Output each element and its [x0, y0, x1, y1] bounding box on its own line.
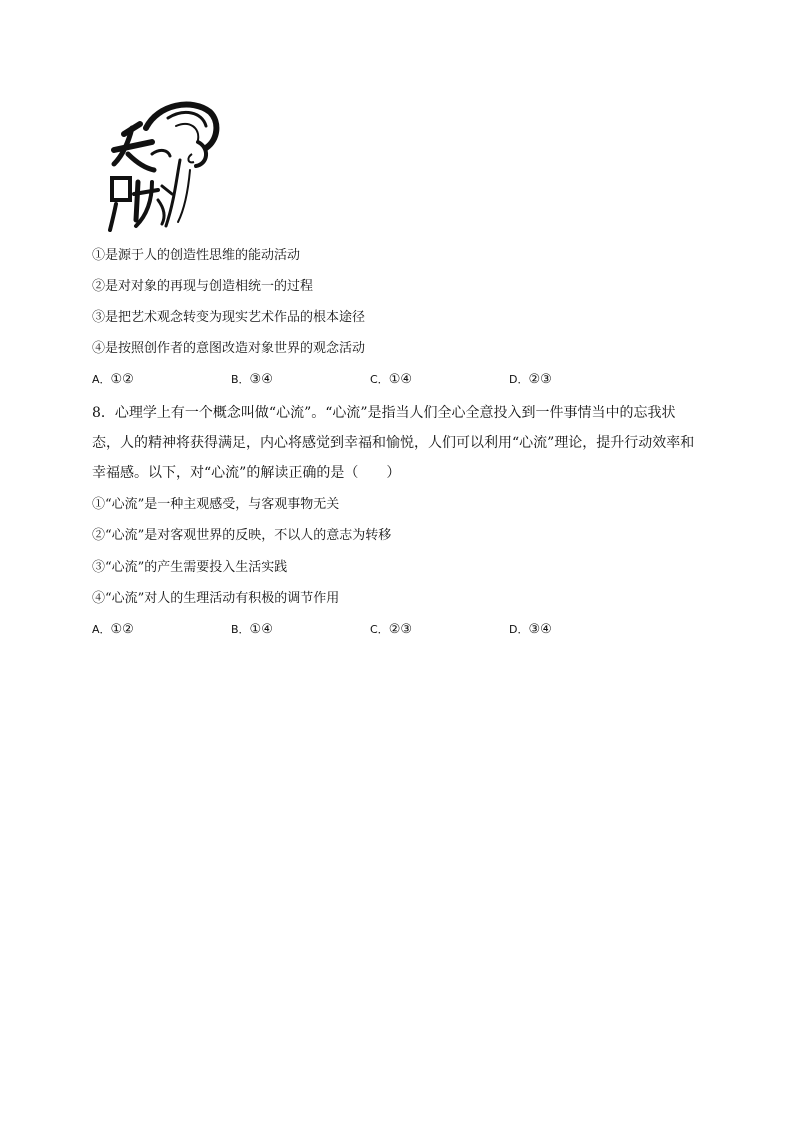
q8-statement-1: ①“心流”是一种主观感受，与客观事物无关 [92, 497, 340, 512]
q8-stem: 8．心理学上有一个概念叫做“心流”。“心流”是指当人们全心全意投入到一件事情当中的忘我状态，人的精神将获得满足，内心将感觉到幸福和愉悦，人们可以利用“心流”理论，提升行动效率和幸福感。以下，对“心流”的解读正确的是（ ） [92, 405, 695, 481]
q7-statement-2: ②是对对象的再现与创造相统一的过程 [92, 279, 314, 294]
q8-option-a[interactable]: A．①② [92, 622, 134, 637]
q8-statement-3: ③“心流”的产生需要投入生活实践 [92, 560, 288, 575]
q8-statement-4: ④“心流”对人的生理活动有积极的调节作用 [92, 591, 340, 606]
q7-statement-3: ③是把艺术观念转变为现实艺术作品的根本途径 [92, 310, 366, 325]
q7-options [92, 371, 652, 389]
q7-statement-1: ①是源于人的创造性思维的能动活动 [92, 248, 301, 263]
q8-statement-2: ②“心流”是对客观世界的反映，不以人的意志为转移 [92, 528, 392, 543]
q8-options [92, 621, 652, 639]
q7-option-d[interactable]: D．②③ [509, 372, 552, 387]
q7-option-c[interactable]: C．①④ [370, 372, 412, 387]
q7-option-a[interactable]: A．①② [92, 372, 134, 387]
q8-option-b[interactable]: B．①④ [231, 622, 273, 637]
q7-statement-4: ④是按照创作者的意图改造对象世界的观念活动 [92, 341, 366, 356]
q8-option-d[interactable]: D．③④ [509, 622, 552, 637]
calligraphy-portrait-image [106, 98, 222, 234]
q8-option-c[interactable]: C．②③ [370, 622, 412, 637]
q7-option-b[interactable]: B．③④ [231, 372, 273, 387]
